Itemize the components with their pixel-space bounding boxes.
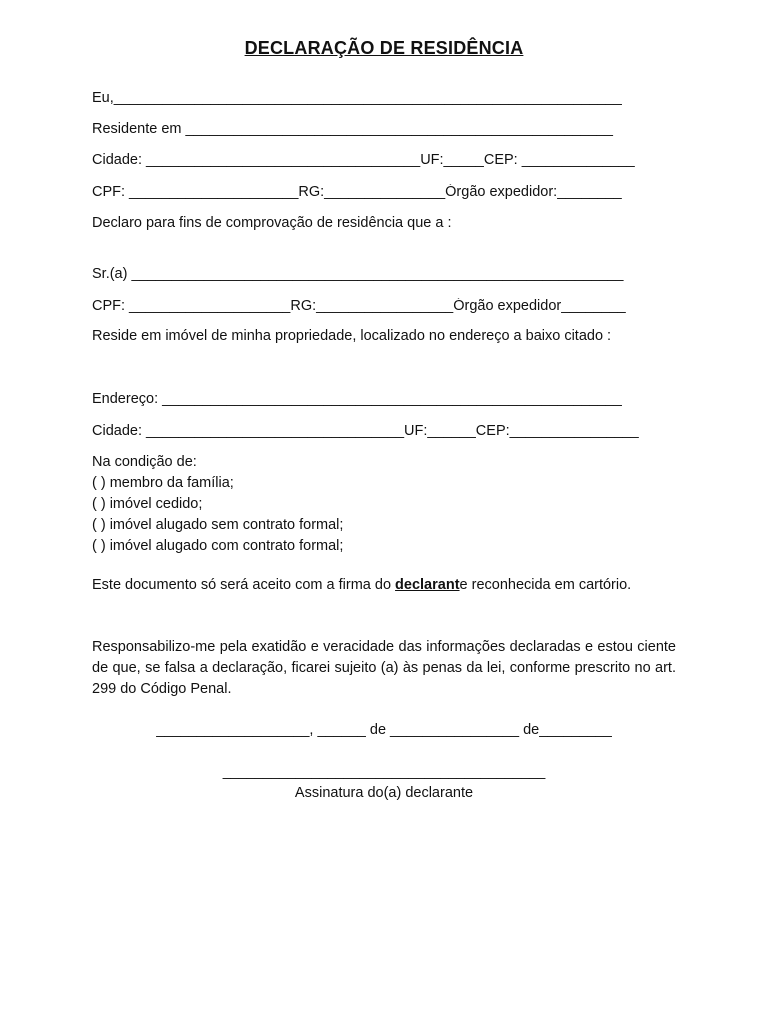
notarization-notice: [92, 575, 676, 596]
date-place-line: ___________________, ______ de ________________ de_________: [156, 722, 612, 738]
signature-label: Assinatura do(a) declarante: [294, 785, 474, 801]
condition-option-rent-formal: ( ) imóvel alugado com contrato formal;: [92, 538, 344, 554]
condition-option-ceded: ( ) imóvel cedido;: [92, 496, 203, 512]
cpf-field-line: CPF: _____________________RG:_______________Órgão expedidor:________: [92, 184, 622, 200]
condition-section: [92, 452, 676, 557]
notice-text-end: e reconhecida em cartório.: [459, 577, 632, 593]
condition-heading: Na condição de:: [92, 454, 197, 470]
signature-line: ________________________________________: [222, 764, 546, 780]
responsibility-statement: Responsabilizo-me pela exatidão e veracidade das informações declaradas e estou ciente de que, se falsa a declaração, ficarei sujeito (a) às penas da lei, conforme prescrito no art. 299 do Código Penal.: [92, 639, 676, 697]
notice-text-start: Este documento só será aceito com a firma do: [92, 577, 396, 593]
owner-city-field-line: Cidade: ________________________________UF:______CEP:________________: [92, 423, 639, 439]
condition-option-rent-informal: ( ) imóvel alugado sem contrato formal;: [92, 517, 344, 533]
name-field-line: Eu,_______________________________________________________________: [92, 90, 622, 106]
document-title: DECLARAÇÃO DE RESIDÊNCIA: [244, 38, 524, 58]
property-statement: Reside em imóvel de minha propriedade, localizado no endereço a baixo citado :: [92, 328, 612, 344]
city-field-line: Cidade: __________________________________UF:_____CEP: ______________: [92, 152, 635, 168]
owner-name-field-line: Sr.(a) _____________________________________________________________: [92, 266, 624, 282]
condition-option-family: ( ) membro da família;: [92, 475, 234, 491]
address-field-line: Endereço: _________________________________________________________: [92, 391, 622, 407]
declarant-emphasis: declarant: [395, 577, 460, 593]
declaration-statement: Declaro para fins de comprovação de residência que a :: [92, 215, 452, 231]
owner-cpf-field-line: CPF: ____________________RG:_________________Órgão expedidor________: [92, 298, 626, 314]
residence-field-line: Residente em _____________________________________________________: [92, 121, 613, 137]
